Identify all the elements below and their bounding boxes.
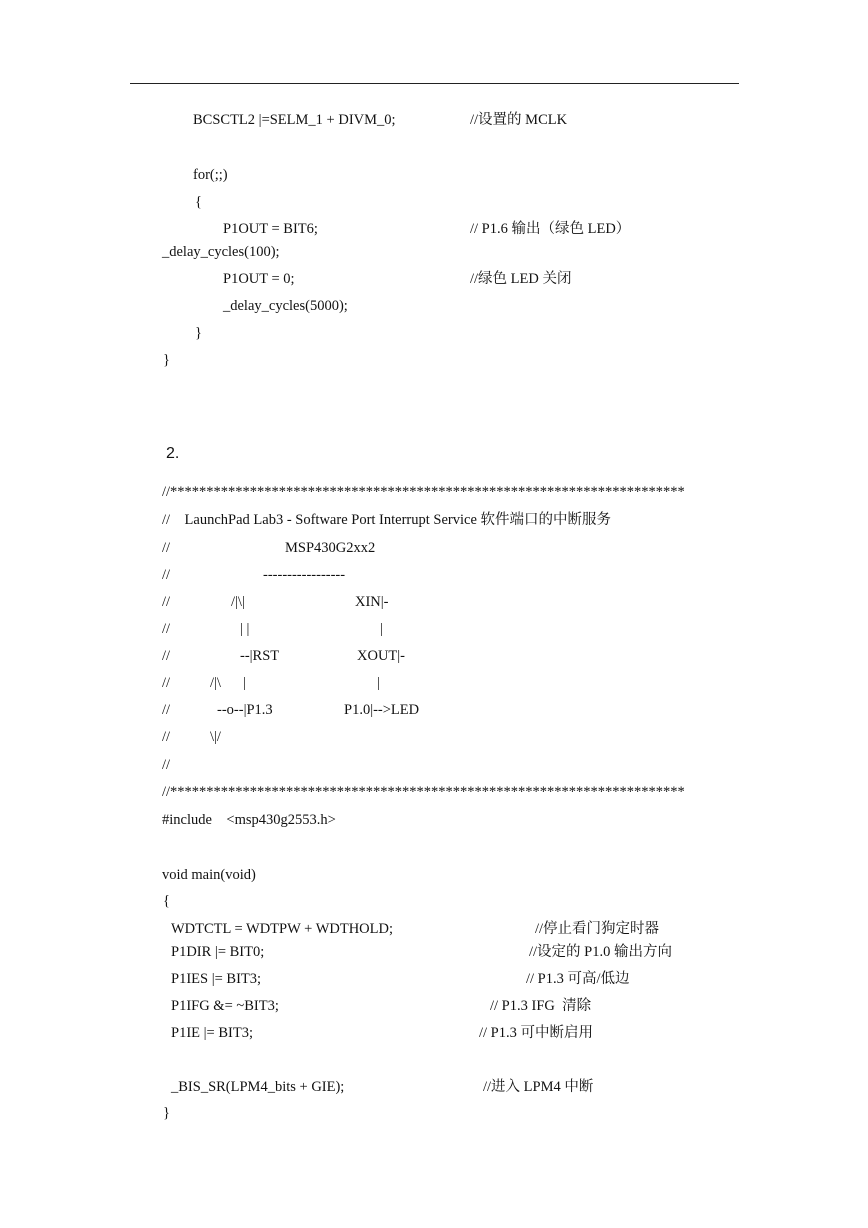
code-line-p1out-bit6: P1OUT = BIT6; — [223, 221, 318, 237]
diagram-line-6-left: | — [243, 675, 246, 691]
diagram-xout-pin: XOUT|- — [357, 648, 406, 664]
comment-p1dir: //设定的 P1.0 输出方向 — [529, 944, 672, 960]
code-brace-open: { — [195, 194, 202, 210]
diagram-line-5-prefix: // — [162, 648, 171, 664]
diagram-line-2-prefix: // — [162, 567, 171, 583]
code-main-signature: void main(void) — [162, 867, 256, 883]
comment-p1out-bit6: // P1.6 输出（绿色 LED） — [470, 221, 631, 237]
stars-top: //*********************************************************************** — [162, 484, 685, 500]
code-line-delay-100: _delay_cycles(100); — [162, 244, 280, 260]
code-main-brace-open: { — [163, 893, 170, 909]
code-line-bcsctl2: BCSCTL2 |=SELM_1 + DIVM_0; — [193, 112, 396, 128]
code-p1dir: P1DIR |= BIT0; — [171, 944, 265, 960]
diagram-line-1-prefix: // — [162, 540, 171, 556]
diagram-line-3-prefix: // — [162, 594, 171, 610]
section-number: 2. — [166, 445, 180, 462]
comment-bcsctl2: //设置的 MCLK — [470, 112, 568, 128]
code-p1ies: P1IES |= BIT3; — [171, 971, 262, 987]
code-p1ifg: P1IFG &= ~BIT3; — [171, 998, 279, 1014]
diagram-line-6-prefix: // — [162, 675, 171, 691]
diagram-p10-led: P1.0|-->LED — [344, 702, 420, 718]
code-brace-close-inner: } — [195, 325, 202, 341]
diagram-xin-pin: XIN|- — [355, 594, 389, 610]
diagram-line-6-right: | — [377, 675, 380, 691]
diagram-line-4-left: | | — [240, 621, 250, 637]
diagram-line-9-prefix: // — [162, 757, 171, 773]
diagram-chip-top: ----------------- — [263, 567, 346, 583]
code-bis-sr: _BIS_SR(LPM4_bits + GIE); — [171, 1079, 345, 1095]
diagram-line-4-prefix: // — [162, 621, 171, 637]
diagram-rst-pin: --|RST — [240, 648, 280, 664]
diagram-chip-label: MSP430G2xx2 — [285, 540, 376, 556]
code-wdtctl: WDTCTL = WDTPW + WDTHOLD; — [171, 921, 394, 937]
diagram-line-7-prefix: // — [162, 702, 171, 718]
code-line-delay-5000: _delay_cycles(5000); — [223, 298, 348, 314]
header-rule — [130, 83, 739, 84]
comment-p1ies: // P1.3 可高/低边 — [526, 971, 630, 987]
code-brace-close-outer: } — [163, 352, 170, 368]
diagram-line-8-prefix: // — [162, 729, 171, 745]
diagram-p13-pin: --o--|P1.3 — [217, 702, 273, 718]
diagram-line-8-arrow: \|/ — [210, 729, 221, 745]
comment-p1ie: // P1.3 可中断启用 — [479, 1025, 593, 1041]
header-title: // LaunchPad Lab3 - Software Port Interrupt Service 软件端口的中断服务 — [162, 512, 612, 528]
diagram-line-3-left: /|\| — [231, 594, 245, 610]
code-line-p1out-zero: P1OUT = 0; — [223, 271, 295, 287]
code-p1ie: P1IE |= BIT3; — [171, 1025, 253, 1041]
comment-bis-sr: //进入 LPM4 中断 — [483, 1079, 594, 1095]
code-main-brace-close: } — [163, 1105, 170, 1121]
diagram-line-4-right: | — [380, 621, 383, 637]
diagram-line-6-arrow: /|\ — [210, 675, 221, 691]
comment-wdtctl: //停止看门狗定时器 — [535, 921, 660, 937]
code-line-for: for(;;) — [193, 167, 228, 183]
stars-bottom: //*********************************************************************** — [162, 784, 685, 800]
code-include: #include <msp430g2553.h> — [162, 812, 336, 828]
comment-p1out-zero: //绿色 LED 关闭 — [470, 271, 572, 287]
comment-p1ifg: // P1.3 IFG 清除 — [490, 998, 592, 1014]
